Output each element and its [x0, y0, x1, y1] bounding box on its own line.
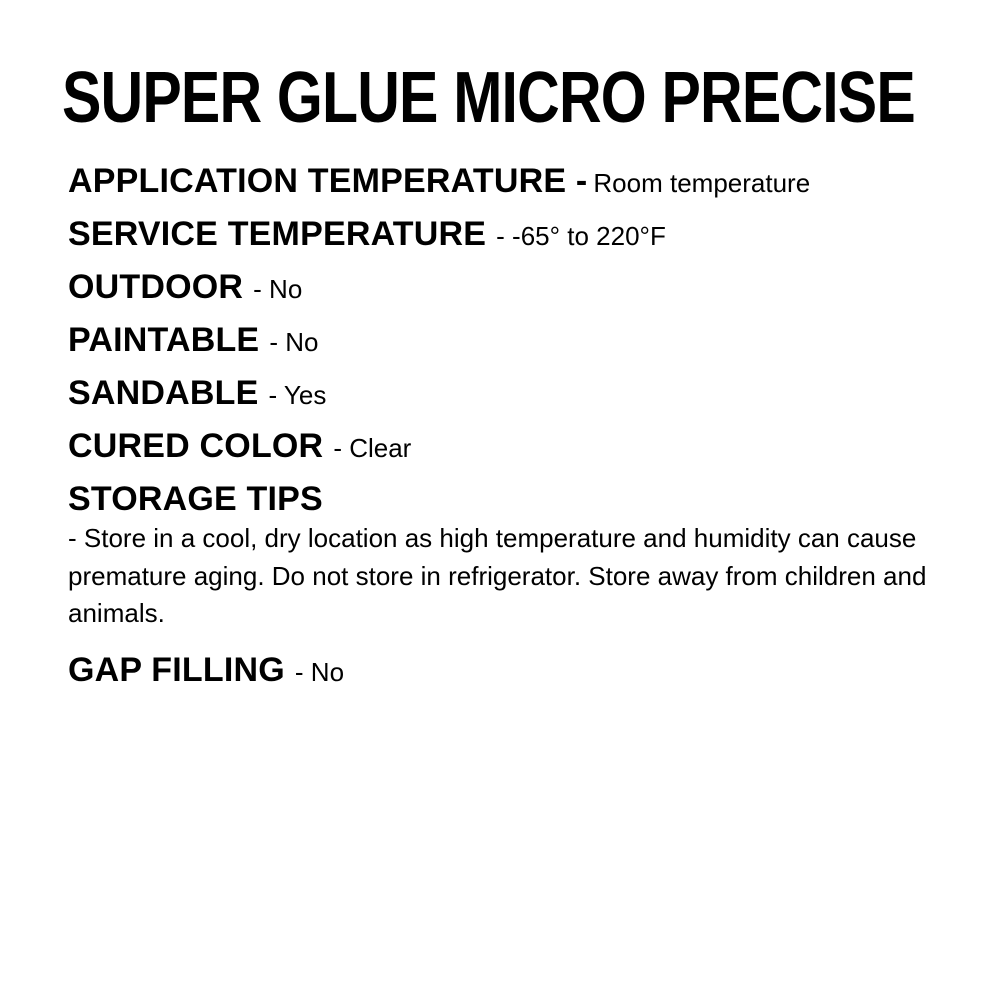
spec-label: OUTDOOR: [68, 268, 244, 306]
spec-label: SERVICE TEMPERATURE: [68, 215, 487, 253]
spec-label: GAP FILLING: [68, 650, 285, 689]
spec-label: PAINTABLE: [68, 321, 260, 359]
spec-application-temperature: [68, 158, 948, 211]
spec-value: - No: [253, 274, 303, 304]
spec-label: CURED COLOR: [68, 427, 324, 465]
spec-value: - Clear: [333, 433, 412, 463]
spec-paintable: [68, 317, 948, 370]
storage-tips-text: - Store in a cool, dry location as high temperature and humidity can cause premature aging. Do not store in refrigerator. Store away from children and animals.: [68, 523, 927, 628]
spec-cured-color: [68, 423, 948, 476]
spec-storage-tips: [68, 476, 948, 520]
spec-outdoor: [68, 264, 948, 317]
spec-value: - -65° to 220°F: [496, 221, 666, 251]
spec-label: STORAGE TIPS: [68, 480, 323, 518]
spec-value: - No: [269, 327, 319, 357]
spec-label: SANDABLE: [68, 374, 259, 412]
spec-value: - Yes: [268, 380, 327, 410]
spec-value: - No: [294, 656, 345, 687]
spec-list: [68, 158, 948, 700]
spec-value: Room temperature: [593, 168, 811, 198]
spec-sandable: [68, 370, 948, 423]
spec-service-temperature: [68, 211, 948, 264]
spec-label: APPLICATION TEMPERATURE -: [68, 162, 588, 200]
product-title: SUPER GLUE MICRO PRECISE: [62, 58, 915, 138]
spec-gap-filling: [68, 647, 948, 700]
